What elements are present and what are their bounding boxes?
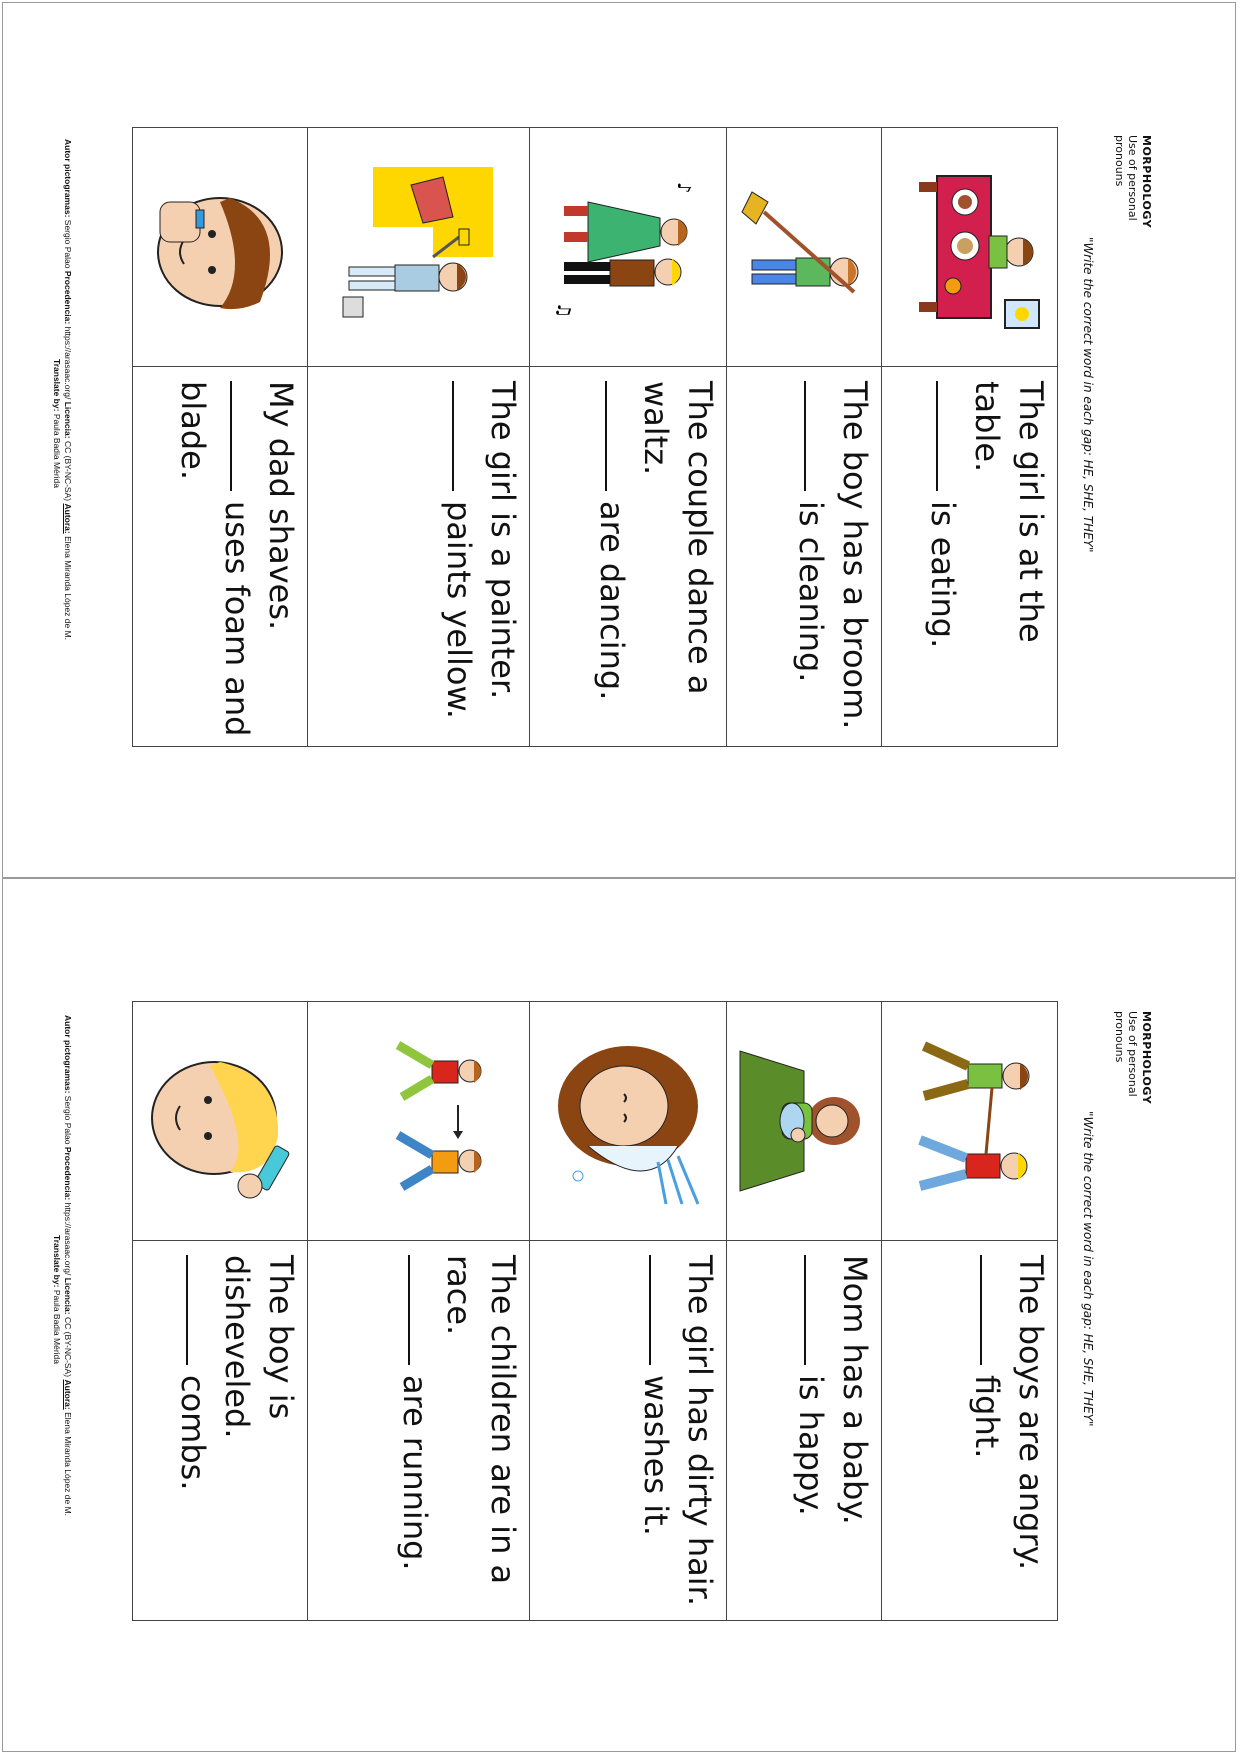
sentence-cell bbox=[727, 1241, 882, 1621]
picture-cell bbox=[133, 1002, 308, 1241]
couple-dancing-picture bbox=[548, 162, 708, 332]
boy-sweeping-picture bbox=[734, 172, 874, 322]
sentence-text: The girl is a painter. bbox=[484, 381, 522, 700]
sentence-text: My dad shaves. bbox=[262, 381, 300, 631]
sentence-text: The boys are angry. bbox=[1012, 1255, 1050, 1571]
sentence-continuation: are dancing. bbox=[593, 501, 631, 701]
worksheet-header bbox=[1113, 135, 1153, 228]
exercise-row bbox=[727, 128, 882, 747]
answer-gap[interactable] bbox=[804, 1255, 806, 1365]
exercise-row bbox=[882, 128, 1058, 747]
answer-gap[interactable] bbox=[605, 381, 607, 491]
credits-line-1: Autor pictogramas: Sergio Palao Procedencia: https://arasaac.org/ Licencia: CC (BY-NC-SA) Autora: Elena Miranda López de M. bbox=[63, 1015, 73, 1517]
picture-cell bbox=[727, 1002, 882, 1241]
sentence-cell bbox=[308, 367, 530, 747]
exercise-table bbox=[132, 1001, 1058, 1621]
sentence-continuation: is happy. bbox=[792, 1375, 830, 1516]
exercise-table bbox=[132, 127, 1058, 747]
worksheet-instruction: "Write the correct word in each gap: HE, SHE, THEY" bbox=[1081, 237, 1095, 553]
sentence-text: Mom has a baby. bbox=[836, 1255, 874, 1525]
picture-cell bbox=[530, 128, 727, 367]
svg-text:♫: ♫ bbox=[553, 302, 574, 319]
girl-painting-picture bbox=[334, 157, 504, 337]
sentence-continuation: paints yellow. bbox=[440, 501, 478, 719]
exercise-row bbox=[530, 128, 727, 747]
exercise-row bbox=[308, 1002, 530, 1621]
mom-with-baby-picture bbox=[734, 1041, 874, 1201]
worksheet-header bbox=[1113, 1011, 1153, 1104]
exercise-row bbox=[133, 1002, 308, 1621]
credits-line-1: Autor pictogramas: Sergio Palao Procedencia: https://arasaac.org/ Licencia: CC (BY-NC-SA) Autora: Elena Miranda López de M. bbox=[63, 139, 73, 641]
worksheet-subtitle: Use of personal pronouns bbox=[1113, 1011, 1139, 1097]
sentence-cell bbox=[882, 367, 1058, 747]
picture-cell bbox=[882, 128, 1058, 367]
sentence-cell bbox=[530, 1241, 727, 1621]
sentence-text: The boy has a broom. bbox=[836, 381, 874, 730]
sentence-continuation: washes it. bbox=[637, 1375, 675, 1536]
exercise-row bbox=[530, 1002, 727, 1621]
sentence-continuation: fight. bbox=[968, 1375, 1006, 1459]
hair-washing-picture bbox=[548, 1036, 708, 1206]
answer-gap[interactable] bbox=[408, 1255, 410, 1365]
exercise-row bbox=[308, 128, 530, 747]
sentence-cell bbox=[133, 367, 308, 747]
credits-footer bbox=[51, 139, 73, 640]
sentence-cell bbox=[308, 1241, 530, 1621]
svg-text:♪: ♪ bbox=[673, 182, 694, 194]
sentence-continuation: are running. bbox=[396, 1375, 434, 1571]
picture-cell bbox=[882, 1002, 1058, 1241]
sentence-cell bbox=[530, 367, 727, 747]
picture-cell bbox=[308, 1002, 530, 1241]
worksheet-title: MORPHOLOGY bbox=[1140, 1011, 1153, 1105]
sentence-text: The boy is disheveled. bbox=[218, 1255, 300, 1439]
children-running-picture bbox=[339, 1031, 499, 1211]
credits-line-2: Translate by: Paula Badia Mérida bbox=[52, 1235, 62, 1364]
answer-gap[interactable] bbox=[936, 381, 938, 491]
sentence-text: The girl has dirty hair. bbox=[681, 1255, 719, 1607]
worksheet-instruction: "Write the correct word in each gap: HE, SHE, THEY" bbox=[1081, 1111, 1095, 1427]
sentence-cell bbox=[882, 1241, 1058, 1621]
worksheet-subtitle: Use of personal pronouns bbox=[1113, 135, 1139, 221]
man-shaving-picture bbox=[140, 162, 300, 332]
sentence-continuation: is eating. bbox=[924, 501, 962, 649]
sentence-cell bbox=[133, 1241, 308, 1621]
sentence-cell bbox=[727, 367, 882, 747]
answer-gap[interactable] bbox=[452, 381, 454, 491]
girl-eating-at-table-picture bbox=[890, 162, 1050, 332]
sentence-text: The girl is at the table. bbox=[968, 381, 1050, 643]
picture-cell bbox=[727, 128, 882, 367]
sentence-text: The children are in a race. bbox=[440, 1255, 522, 1585]
answer-gap[interactable] bbox=[186, 1255, 188, 1365]
boys-fighting-picture bbox=[895, 1036, 1045, 1206]
sentence-text: The couple dance a waltz. bbox=[637, 381, 719, 695]
worksheet-title: MORPHOLOGY bbox=[1140, 135, 1153, 229]
answer-gap[interactable] bbox=[649, 1255, 651, 1365]
boy-combing-picture bbox=[140, 1036, 300, 1206]
answer-gap[interactable] bbox=[804, 381, 806, 491]
sentence-continuation: combs. bbox=[174, 1375, 212, 1491]
picture-cell bbox=[530, 1002, 727, 1241]
answer-gap[interactable] bbox=[980, 1255, 982, 1365]
worksheet-page-2 bbox=[2, 878, 1236, 1752]
exercise-row bbox=[727, 1002, 882, 1621]
exercise-row bbox=[133, 128, 308, 747]
credits-footer bbox=[51, 1015, 73, 1516]
credits-line-2: Translate by: Paula Badia Mérida bbox=[52, 359, 62, 488]
exercise-row bbox=[882, 1002, 1058, 1621]
picture-cell bbox=[308, 128, 530, 367]
picture-cell bbox=[133, 128, 308, 367]
sentence-continuation: uses foam and blade. bbox=[174, 381, 256, 737]
worksheet-page-1 bbox=[2, 2, 1236, 878]
sentence-continuation: is cleaning. bbox=[792, 501, 830, 683]
answer-gap[interactable] bbox=[230, 381, 232, 491]
